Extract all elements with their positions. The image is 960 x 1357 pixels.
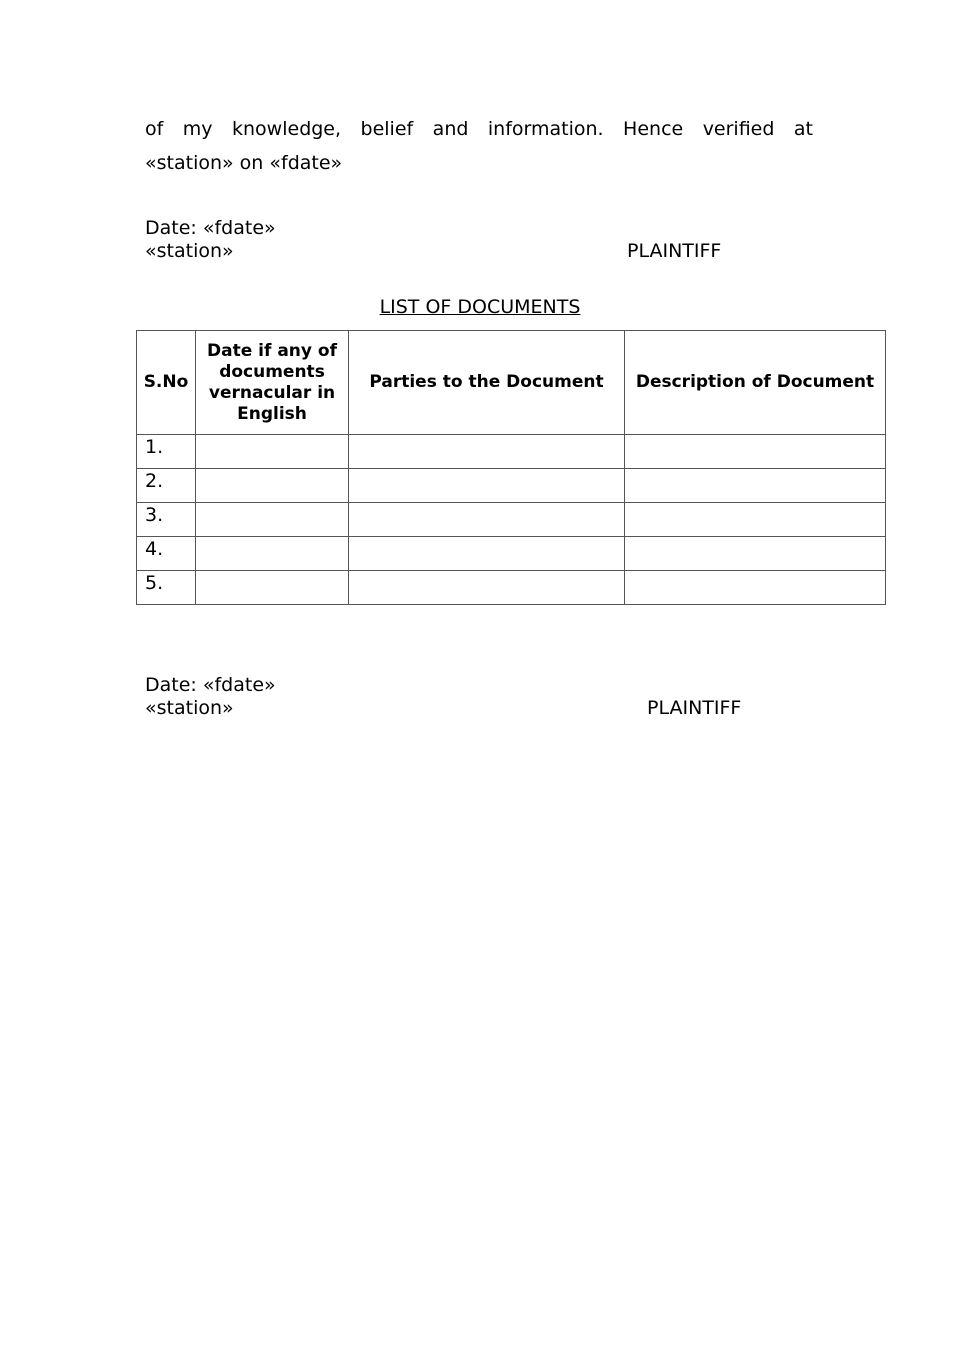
cell-description <box>625 571 886 605</box>
cell-date <box>196 537 349 571</box>
plaintiff-signature-1: PLAINTIFF <box>627 240 722 262</box>
date-line-2: Date: «fdate» <box>145 674 276 696</box>
cell-sno: 3. <box>137 503 196 537</box>
table-header-row <box>137 331 886 435</box>
cell-description <box>625 537 886 571</box>
header-parties: Parties to the Document <box>349 331 625 435</box>
station-line-1: «station» <box>145 240 234 262</box>
cell-sno: 2. <box>137 469 196 503</box>
header-sno: S.No <box>137 331 196 435</box>
station-line-2: «station» <box>145 697 234 719</box>
cell-parties <box>349 571 625 605</box>
cell-date <box>196 503 349 537</box>
cell-date <box>196 571 349 605</box>
verification-line-1: of my knowledge, belief and information. Hence verified at <box>145 118 813 140</box>
verification-paragraph <box>145 112 813 180</box>
cell-sno: 5. <box>137 571 196 605</box>
plaintiff-signature-2: PLAINTIFF <box>647 697 742 719</box>
list-of-documents-title: LIST OF DOCUMENTS <box>379 296 581 318</box>
header-description: Description of Document <box>625 331 886 435</box>
date-line-1: Date: «fdate» <box>145 217 276 239</box>
table-row <box>137 537 886 571</box>
documents-table <box>136 330 886 605</box>
cell-parties <box>349 503 625 537</box>
cell-description <box>625 435 886 469</box>
table-row <box>137 435 886 469</box>
cell-date <box>196 435 349 469</box>
cell-date <box>196 469 349 503</box>
cell-parties <box>349 469 625 503</box>
table-row <box>137 469 886 503</box>
cell-parties <box>349 435 625 469</box>
header-date: Date if any of documents vernacular in English <box>196 331 349 435</box>
verification-line-2: «station» on «fdate» <box>145 152 343 174</box>
table-row <box>137 503 886 537</box>
cell-description <box>625 469 886 503</box>
cell-sno: 1. <box>137 435 196 469</box>
table-row <box>137 571 886 605</box>
cell-sno: 4. <box>137 537 196 571</box>
cell-description <box>625 503 886 537</box>
cell-parties <box>349 537 625 571</box>
